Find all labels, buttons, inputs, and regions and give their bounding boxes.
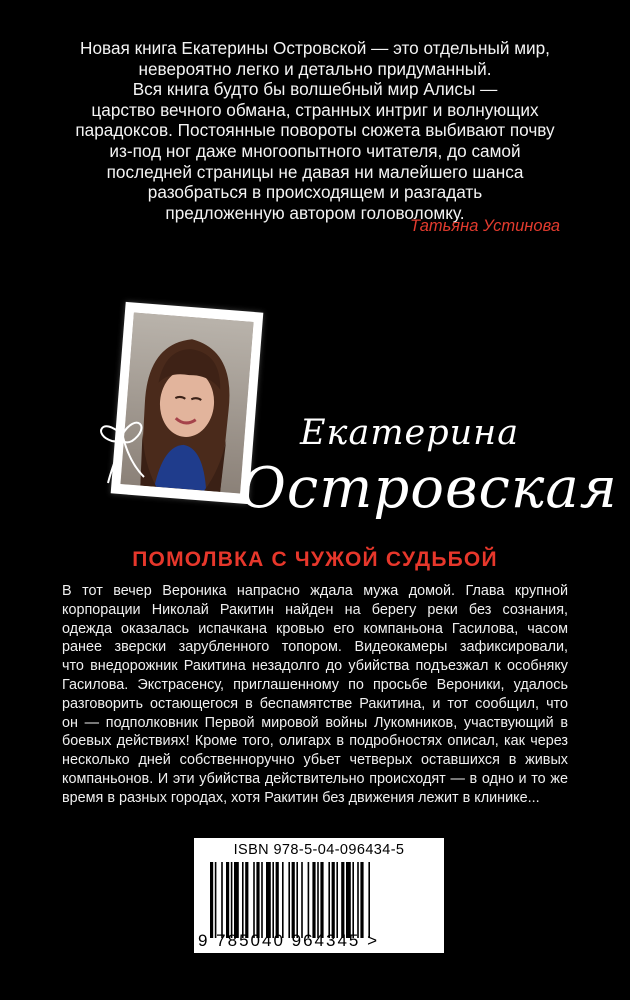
book-description bbox=[62, 582, 568, 808]
review-author: Татьяна Устинова bbox=[409, 217, 560, 235]
blurb-line: Вся книга будто бы волшебный мир Алисы — bbox=[132, 79, 498, 100]
description-line: Гасилова. Экстрасенсу, приглашенному по просьбе Вероники, удалось bbox=[62, 676, 568, 693]
blurb-line: невероятно легко и детально придуманный. bbox=[138, 58, 492, 79]
blurb-line: из-под ног даже многоопытного читателя, до самой bbox=[109, 140, 521, 161]
description-line: ранее зверски зарубленного топором. Видеокамеры зафиксировали, bbox=[62, 639, 568, 656]
book-title: ПОМОЛВКА С ЧУЖОЙ СУДЬБОЙ bbox=[132, 548, 498, 571]
blurb-line: разобраться в происходящем и разгадать bbox=[147, 182, 483, 203]
description-line: компаньонов. И эти убийства действительно происходят — в одно и то же bbox=[62, 770, 568, 787]
description-line: корпорации Николай Ракитин найден на берегу реки без сознания, bbox=[62, 601, 568, 618]
isbn-digits: 9 785040 964345 > bbox=[198, 931, 380, 950]
blurb-line: парадоксов. Постоянные повороты сюжета выбивают почву bbox=[75, 120, 555, 141]
description-line: несколько дней собственноручно убьет четверых оставшихся в живых bbox=[62, 752, 568, 769]
description-line: что внедорожник Ракитина незадолго до убийства подъезжал к особняку bbox=[62, 658, 568, 675]
author-first-name: Екатерина bbox=[300, 413, 520, 453]
author-last-name: Островская bbox=[240, 456, 618, 521]
blurb-line: царство вечного обмана, странных интриг и волнующих bbox=[91, 99, 539, 120]
description-line: он — подполковник Первой мировой войны Лукомников, участвующий в bbox=[62, 714, 568, 731]
blurb-line: Новая книга Екатерины Островской — это отдельный мир, bbox=[80, 38, 550, 58]
description-line: В тот вечер Вероника напрасно ждала мужа домой. Глава крупной bbox=[62, 583, 568, 599]
blurb-line: предложенную автором головоломку. bbox=[165, 202, 465, 223]
blurb-line: последней страницы не давая ни малейшего шанса bbox=[106, 161, 524, 182]
description-line: боевых действиях! Кроме того, олигарх в подробностях описал, как через bbox=[62, 733, 568, 750]
barcode-bars bbox=[210, 862, 424, 938]
ribbon-bow-icon bbox=[92, 405, 152, 485]
description-line: время в разных городах, хотя Ракитин без движения лежит в клинике... bbox=[62, 789, 540, 806]
isbn-label: ISBN 978-5-04-096434-5 bbox=[233, 842, 405, 858]
description-line: одежда оказалась испачкана кровью его компаньона Гасилова, часом bbox=[62, 620, 568, 637]
review-blurb bbox=[48, 38, 582, 223]
description-line: разговорить остающегося в беспамятстве Ракитина, и тот сообщил, что bbox=[62, 695, 568, 712]
isbn-barcode bbox=[194, 838, 444, 953]
